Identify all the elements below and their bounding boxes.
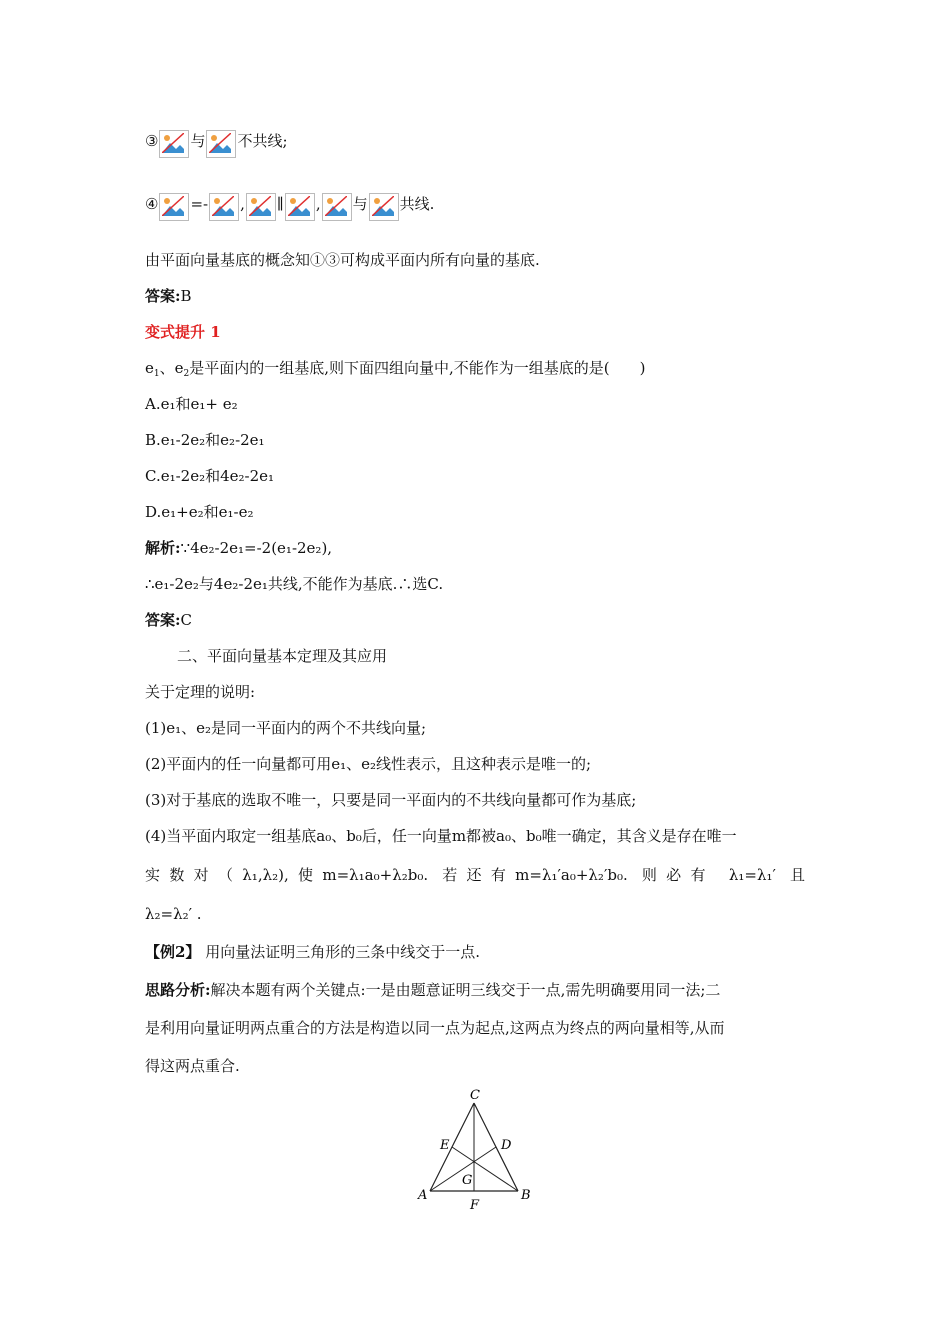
label-e: E (440, 1138, 450, 1153)
triangle-figure (410, 1085, 550, 1215)
about-theorem: 关于定理的说明: (145, 683, 256, 701)
broken-image-icon (369, 193, 399, 221)
broken-image-icon (285, 193, 315, 221)
broken-image-icon (246, 193, 276, 221)
broken-image-icon (159, 193, 189, 221)
label-c: C (470, 1088, 480, 1103)
question-stem: $e_1$、$e_2$是平面内的一组基底,则下面四组向量中,不能作为一组基底的是( ) (145, 359, 646, 379)
variant-title: 变式提升 1 (145, 323, 221, 341)
answer-label: 答案: (145, 287, 181, 305)
answer-value: B (180, 287, 192, 305)
option-d: D.e₁+e₂和e₁-e₂ (145, 503, 254, 521)
idea-line-1: 思路分析:解决本题有两个关键点:一是由题意证明三线交于一点,需先明确要用同一法;二 (145, 981, 721, 999)
section-title: 二、平面向量基本定理及其应用 (177, 647, 388, 665)
option-c: C.e₁-2e₂和4e₂-2e₁ (145, 467, 275, 485)
label-d: D (501, 1138, 512, 1153)
theorem-item-4-line2: 实数对（λ₁,λ₂),使m=λ₁a₀+λ₂b₀. 若还有m=λ₁′a₀+λ₂′b₀. 则必有 λ₁=λ₁′ 且 (145, 866, 805, 884)
theorem-item-2: (2)平面内的任一向量都可用e₁、e₂线性表示，且这种表示是唯一的; (145, 755, 592, 773)
theorem-item-4-line3: λ₂=λ₂′ . (145, 905, 202, 923)
answer-value: C (180, 611, 193, 629)
answer-1 (145, 286, 192, 306)
idea-line-2: 是利用向量证明两点重合的方法是构造以同一点为起点,这两点为终点的两向量相等,从而 (145, 1019, 725, 1037)
circled-3: ③ (145, 132, 159, 150)
conclusion-1: 由平面向量基底的概念知①③可构成平面内所有向量的基底. (145, 251, 540, 269)
broken-image-icon (159, 130, 189, 158)
theorem-item-3: (3)对于基底的选取不唯一，只要是同一平面内的不共线向量都可作为基底; (145, 791, 637, 809)
answer-label: 答案: (145, 611, 181, 629)
example-2: 【例2】 用向量法证明三角形的三条中线交于一点. (145, 943, 480, 961)
broken-image-icon (206, 130, 236, 158)
broken-image-icon (322, 193, 352, 221)
line-4: ④ =- , ∥ , 与 共线. (145, 193, 434, 221)
theorem-item-4-line1: (4)当平面内取定一组基底a₀、b₀后，任一向量m都被a₀、b₀唯一确定，其含义是存在唯一 (145, 827, 737, 845)
idea-label: 思路分析: (145, 981, 211, 999)
answer-2 (145, 610, 192, 630)
label-g: G (462, 1173, 473, 1188)
theorem-item-1: (1)e₁、e₂是同一平面内的两个不共线向量; (145, 719, 427, 737)
analysis-label: 解析: (145, 539, 181, 557)
broken-image-icon (209, 193, 239, 221)
analysis: 解析:∵4e₂-2e₁=-2(e₁-2e₂), (145, 539, 333, 557)
label-f: F (470, 1198, 480, 1213)
circled-4: ④ (145, 195, 159, 213)
example-label: 【例2】 (145, 943, 201, 961)
idea-line-3: 得这两点重合. (145, 1057, 240, 1075)
line-3: ③ 与 不共线; (145, 130, 288, 158)
label-a: A (418, 1188, 428, 1203)
option-a: A.e₁和e₁+ e₂ (145, 395, 238, 413)
label-b: B (521, 1188, 531, 1203)
therefore: ∴e₁-2e₂与4e₂-2e₁共线,不能作为基底.∴选C. (145, 575, 444, 593)
option-b: B.e₁-2e₂和e₂-2e₁ (145, 431, 265, 449)
